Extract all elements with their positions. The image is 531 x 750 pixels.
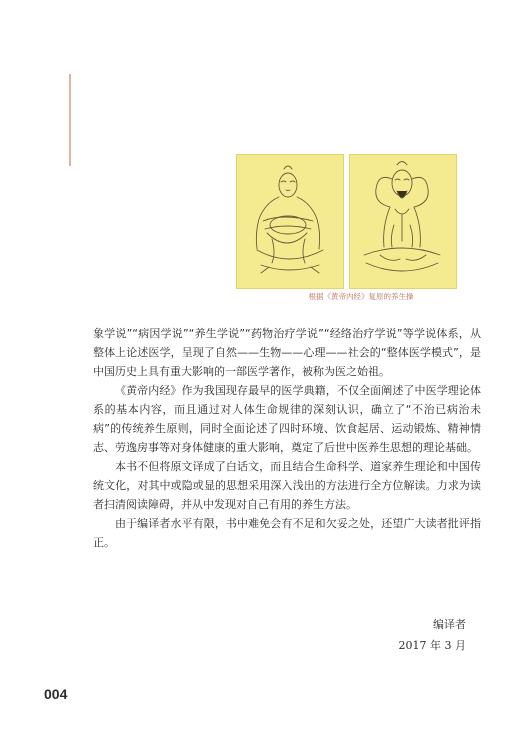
paragraph-continued: 象学说”“病因学说”“养生学说”“药物治疗学说”“经络治疗学说”等学说体系，从整体上论述医学，呈现了自然——生物——心理——社会的“整体医学模式”，是中国历史上具有重大影响的一部医学著作，被称为医之始祖。: [93, 327, 481, 378]
paragraph-apology: 由于编译者水平有限，书中难免会有不足和欠妥之处，还望广大读者批评指正。: [93, 517, 481, 549]
margin-rule: [69, 74, 71, 166]
paragraph-neijing: 《黄帝内经》作为我国现存最早的医学典籍，不仅全面阐述了中医学理论体系的基本内容，而且通过对人体生命规律的深刻认识，确立了“不治已病治未病”的传统养生原则，同时全面论述了四时环境、饮食起居、运动锻炼、精神情志、劳逸房事等对身体健康的重大影响，奠定了后世中医养生思想的理论基础。: [93, 384, 481, 454]
seated-figure-drawing: [237, 155, 343, 288]
signature-date: 2017 年 3 月: [398, 639, 466, 652]
author-signature: 编译者: [433, 618, 466, 631]
figure-caption: 根据《黄帝内经》复原的养生操: [308, 292, 414, 301]
illustration-seated-figure: [236, 154, 344, 289]
page-number: 004: [44, 686, 68, 702]
body-text: [93, 324, 481, 552]
illustration-meditating-figure: [349, 154, 457, 289]
meditating-figure-drawing: [350, 155, 456, 288]
paragraph-book-intro: 本书不但将原文译成了白话文，而且结合生命科学、道家养生理论和中国传统文化，对其中或隐或显的思想采用深入浅出的方法进行全方位解读。力求为读者扫清阅读障碍，并从中发现对自己有用的养生方法。: [93, 460, 481, 511]
illustration-figure: [236, 154, 456, 302]
